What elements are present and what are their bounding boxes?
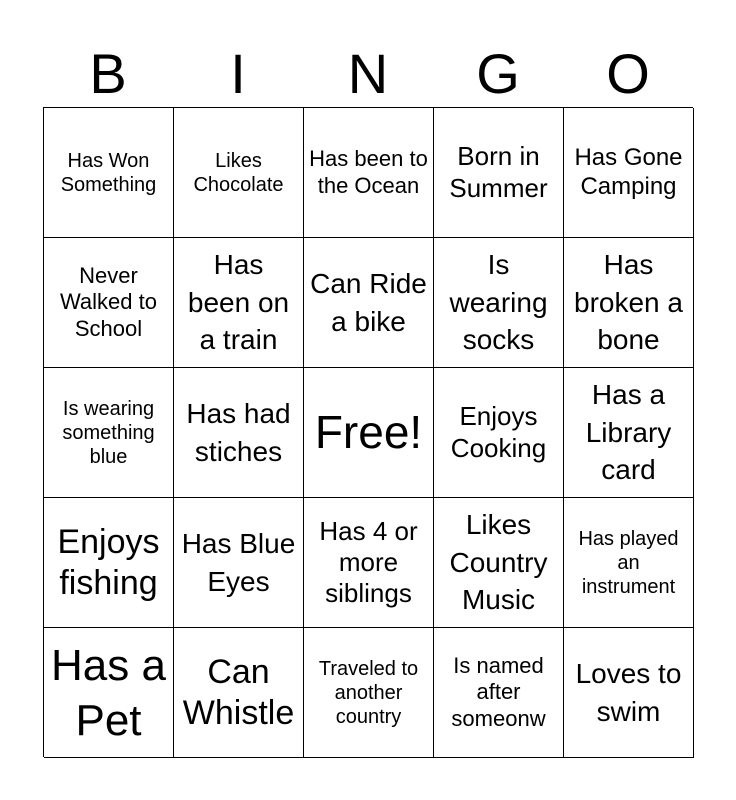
free-space-cell[interactable]: Free! (304, 368, 434, 498)
bingo-cell[interactable]: Has Won Something (44, 108, 174, 238)
bingo-cell[interactable]: Has Blue Eyes (174, 498, 304, 628)
bingo-cell[interactable]: Likes Chocolate (174, 108, 304, 238)
bingo-cell[interactable]: Has had stiches (174, 368, 304, 498)
bingo-cell[interactable]: Born in Summer (434, 108, 564, 238)
bingo-cell[interactable]: Likes Country Music (434, 498, 564, 628)
bingo-cell[interactable]: Can Whistle (174, 628, 304, 758)
bingo-card-grid (43, 107, 693, 757)
bingo-cell[interactable]: Traveled to another country (304, 628, 434, 758)
bingo-cell[interactable]: Is named after someonw (434, 628, 564, 758)
bingo-cell[interactable]: Has Gone Camping (564, 108, 694, 238)
header-letter-i: I (230, 42, 246, 105)
bingo-cell[interactable]: Has been to the Ocean (304, 108, 434, 238)
bingo-cell[interactable]: Has a Library card (564, 368, 694, 498)
header-letter-g: G (476, 42, 520, 105)
bingo-cell[interactable]: Enjoys Cooking (434, 368, 564, 498)
bingo-cell[interactable]: Loves to swim (564, 628, 694, 758)
header-letter-b: B (89, 42, 127, 105)
bingo-cell[interactable]: Enjoys fishing (44, 498, 174, 628)
bingo-cell[interactable]: Never Walked to School (44, 238, 174, 368)
bingo-cell[interactable]: Is wearing socks (434, 238, 564, 368)
header-letter-o: O (606, 42, 650, 105)
bingo-cell[interactable]: Has a Pet (44, 628, 174, 758)
bingo-cell[interactable]: Has 4 or more siblings (304, 498, 434, 628)
header-letter-n: N (347, 42, 389, 105)
bingo-cell[interactable]: Can Ride a bike (304, 238, 434, 368)
bingo-cell[interactable]: Has played an instrument (564, 498, 694, 628)
bingo-header (43, 40, 693, 108)
bingo-cell[interactable]: Has been on a train (174, 238, 304, 368)
bingo-cell[interactable]: Is wearing something blue (44, 368, 174, 498)
bingo-cell[interactable]: Has broken a bone (564, 238, 694, 368)
